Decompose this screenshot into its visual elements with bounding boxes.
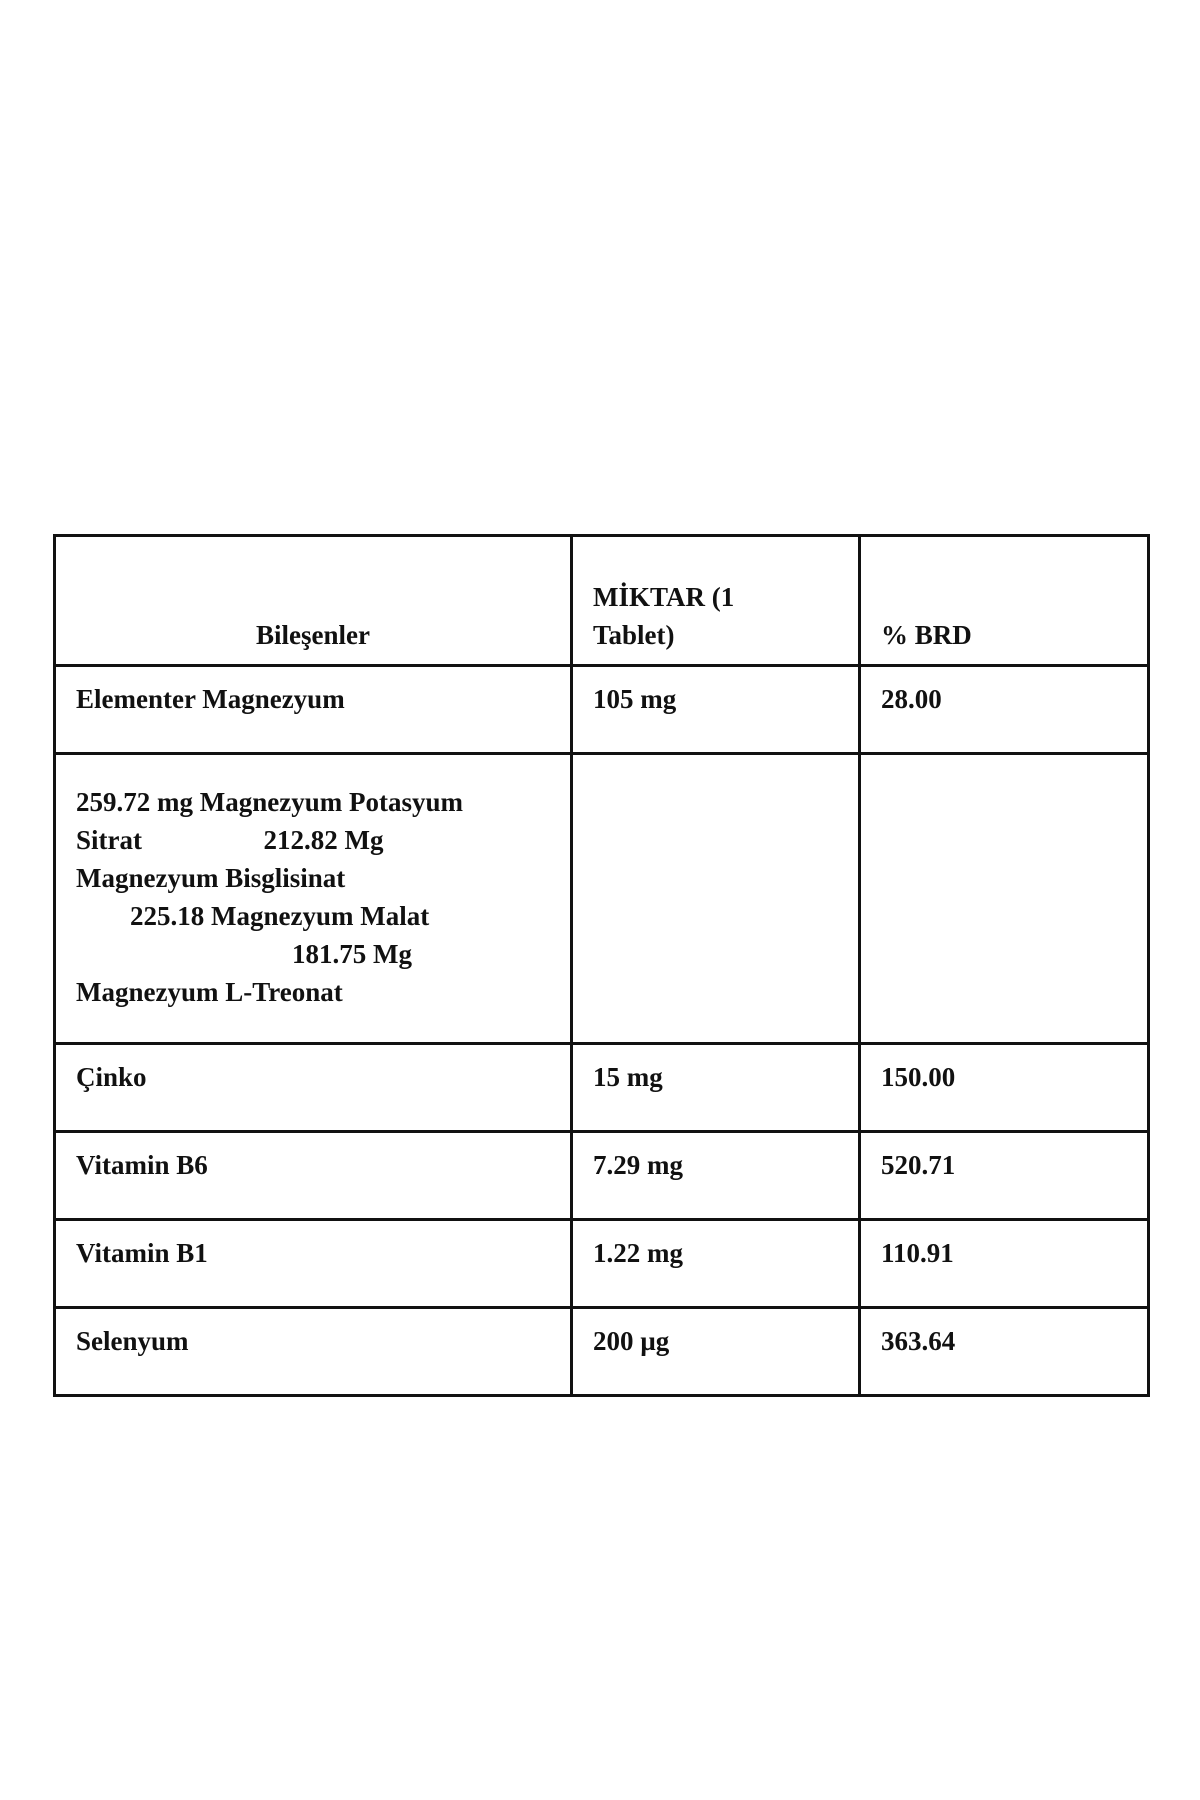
- table-row: [55, 754, 1149, 1044]
- ingredient-amount: 15 mg: [572, 1044, 860, 1132]
- ingredient-brd: [860, 754, 1149, 1044]
- ingredient-brd: 150.00: [860, 1044, 1149, 1132]
- table-header-row: [55, 536, 1149, 666]
- ingredient-amount: 1.22 mg: [572, 1220, 860, 1308]
- header-amount: [572, 536, 860, 666]
- table-row: [55, 666, 1149, 754]
- ingredient-name-line: Magnezyum Bisglisinat: [76, 863, 346, 893]
- ingredient-amount: 7.29 mg: [572, 1132, 860, 1220]
- table-row: [55, 1220, 1149, 1308]
- header-ingredients: Bileşenler: [55, 536, 572, 666]
- ingredient-brd: 110.91: [860, 1220, 1149, 1308]
- ingredient-name-line: 225.18 Magnezyum Malat: [76, 901, 430, 931]
- ingredient-name: Çinko: [55, 1044, 572, 1132]
- ingredient-name: Vitamin B6: [55, 1132, 572, 1220]
- supplement-facts-table-wrapper: [53, 534, 1147, 1397]
- ingredient-amount: 105 mg: [572, 666, 860, 754]
- ingredient-name-line: 259.72 mg Magnezyum Potasyum: [76, 787, 463, 817]
- ingredient-name-line: Sitrat 212.82 Mg: [76, 825, 384, 855]
- ingredient-name: Vitamin B1: [55, 1220, 572, 1308]
- ingredient-amount: 200 µg: [572, 1308, 860, 1396]
- ingredient-brd: 28.00: [860, 666, 1149, 754]
- supplement-facts-table: [53, 534, 1150, 1397]
- header-brd: % BRD: [860, 536, 1149, 666]
- header-amount-text: MİKTAR (1 Tablet): [593, 582, 735, 650]
- ingredient-brd: 520.71: [860, 1132, 1149, 1220]
- ingredient-name: Elementer Magnezyum: [55, 666, 572, 754]
- ingredient-amount: [572, 754, 860, 1044]
- table-row: [55, 1044, 1149, 1132]
- ingredient-name: Selenyum: [55, 1308, 572, 1396]
- ingredient-name-line: Magnezyum L-Treonat: [76, 977, 343, 1007]
- table-row: [55, 1308, 1149, 1396]
- table-row: [55, 1132, 1149, 1220]
- ingredient-name: [55, 754, 572, 1044]
- ingredient-brd: 363.64: [860, 1308, 1149, 1396]
- ingredient-name-line: 181.75 Mg: [76, 939, 412, 969]
